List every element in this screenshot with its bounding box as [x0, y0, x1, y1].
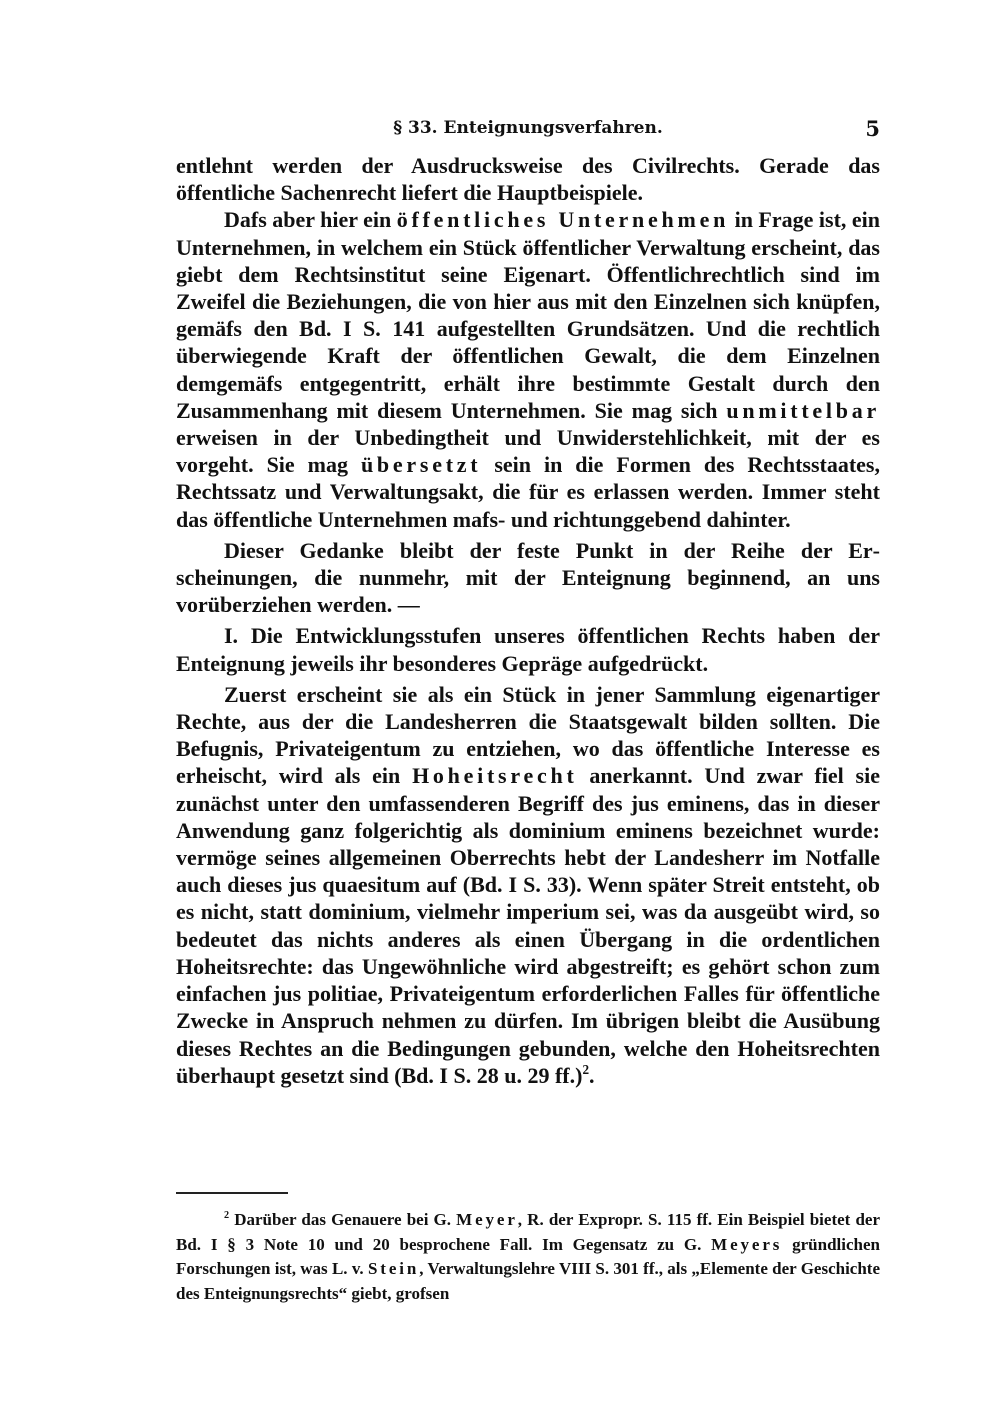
emphasis-spaced: Meyer: [456, 1210, 518, 1229]
paragraph-history: [176, 681, 880, 1089]
emphasis-spaced: öffentliches Unternehmen: [396, 207, 730, 233]
page-number: 5: [865, 116, 880, 141]
paragraph-section-one: [176, 622, 880, 676]
emphasis-spaced: unmittelbar: [726, 397, 880, 423]
text-run: anerkannt. Und zwar fiel sie zunächst unter den umfassenderen Begriff des jus eminens, das in dieser Anwendung ganz folgerichtig als dominium eminens bezeichnet wurde: vermöge seines allgemeinen Oberrechts hebt der Landesherr im Notfalle auch dieses jus quaesitum auf (Bd. I S. 33). Wenn später Streit entsteht, ob es nicht, statt dominium, vielmehr imperium sei, was da ausgeübt wird, so bedeutet das nichts anderes als einen Übergang in die ordentlichen Hoheitsrechte: das Ungewöhnliche wird abgestreift; es gehört schon zum einfachen jus politiae, Privateigentum erforderlichen Falles für öffentliche Zwecke in Anspruch nehmen zu dürfen. Im übrigen bleibt die Ausübung dieses Rechtes an die Bedingungen gebunden, welche den Hoheitsrechten überhaupt gesetzt sind (Bd. I S. 28 u. 29 ff.): [176, 763, 880, 1088]
emphasis-spaced: Meyers: [711, 1234, 783, 1254]
text-run: in Frage ist, ein Unternehmen, in welchem ein Stück öffentlicher Verwaltung erscheint, das giebt dem Rechtsinstitut seine Eigenart. Öffentlichrechtlich sind im Zweifel die Beziehungen, die von hier aus mit den Einzelnen sich knüpfen, gemäfs den Bd. I S. 141 aufgestellten Grundsätzen. Und die rechtlich überwiegende Kraft der öffentlichen Gewalt, die dem Einzelnen demgemäfs entgegentritt, erhält ihre bestimmte Gestalt durch den Zusammenhang mit diesem Unternehmen. Sie mag sich: [176, 207, 881, 423]
text-run: erweisen in der Unbedingtheit und Unwiderstehlichkeit, mit der es vorgeht. Sie mag: [176, 425, 880, 478]
text-run: , Verwaltungslehre VIII S. 301 ff., als „Elemente der Geschichte des Enteignungsrechts“ giebt, grofsen: [176, 1259, 881, 1303]
paragraph-text: I. Die Entwicklungsstufen unseres öffentlichen Rechts haben der Enteignung jeweils ihr besonderes Gepräge aufgedrückt.: [176, 623, 880, 676]
footnote-reference[interactable]: 2: [582, 1061, 590, 1077]
text-run: Zuerst erscheint sie als ein Stück in jener Sammlung eigenartiger Rechte, aus der die Landesherren die Staatsgewalt bilden sollten. Die Befugnis, Privateigentum zu entziehen, wo das öffentliche Interesse es erheischt, wird als ein: [176, 681, 880, 789]
running-head: [176, 116, 880, 142]
paragraph-fixed-point: [176, 537, 880, 619]
footnote-marker: 2: [224, 1209, 230, 1221]
footnote-2: [176, 1208, 880, 1306]
text-run: .: [589, 1062, 595, 1088]
footnote-divider: [176, 1192, 288, 1194]
paragraph-continuation: [176, 152, 880, 206]
text-run: Darüber das Genauere bei G.: [229, 1210, 457, 1229]
emphasis-spaced: Stein: [367, 1259, 420, 1278]
footnotes: [176, 1208, 880, 1306]
paragraph-text: Dieser Gedanke bleibt der feste Punkt in der Reihe der Erscheinungen, die nunmehr, mit der Enteignung beginnend, an uns vorüberziehen werden. —: [176, 537, 880, 618]
paragraph-text: entlehnt werden der Ausdrucksweise des Civilrechts. Gerade das öffentliche Sachenrecht liefert die Hauptbeispiele.: [176, 153, 880, 206]
text-run: , R. der Expropr. S. 115 ff. Ein Beispiel bietet der Bd. I § 3 Note 10 und 20 besprochene Fall. Im Gegensatz zu G.: [176, 1210, 880, 1254]
emphasis-spaced: übersetzt: [360, 452, 482, 478]
text-run: sein in die Formen des Rechtsstaates, Rechtssatz und Verwaltungsakt, die für es erlassen werden. Immer steht das öffentliche Unternehmen mafs- und richtunggebend dahinter.: [176, 452, 880, 532]
text-run: Dafs aber hier ein: [224, 207, 397, 233]
body-text: [176, 152, 880, 1089]
emphasis-spaced: Hoheitsrecht: [412, 763, 578, 789]
paragraph-public-enterprise: [176, 206, 880, 532]
text-run: gründlichen Forschungen ist, was L. v.: [176, 1234, 880, 1278]
section-title: § 33. Enteignungsverfahren.: [393, 118, 663, 138]
